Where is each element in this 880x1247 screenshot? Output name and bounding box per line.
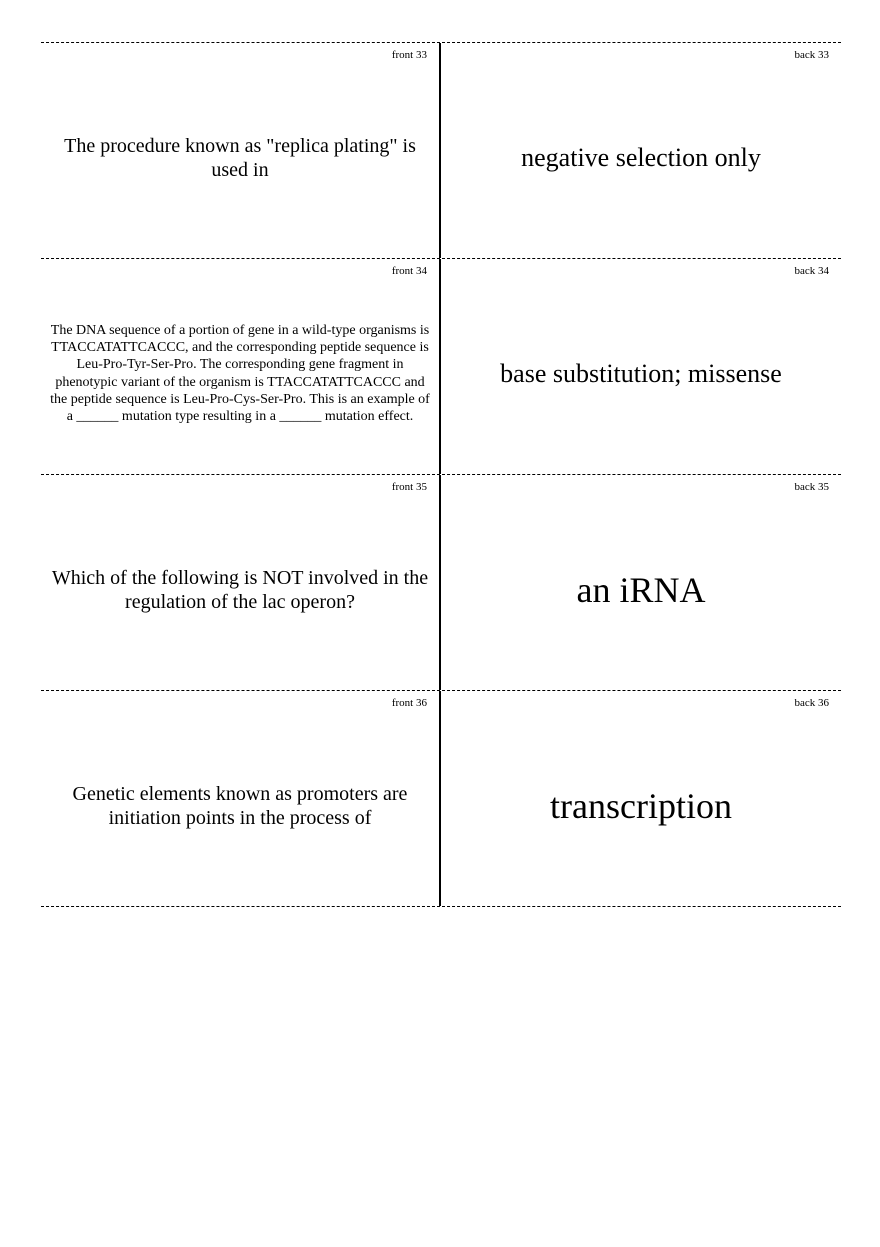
card-front (41, 475, 441, 690)
card-back (441, 43, 841, 258)
front-content (41, 65, 439, 250)
back-label: back 35 (794, 481, 829, 493)
back-content (441, 497, 841, 682)
question-text: The procedure known as "replica plating" is used in (64, 134, 416, 181)
back-content (441, 713, 841, 898)
back-label: back 34 (794, 265, 829, 277)
answer-text: base substitution; missense (500, 358, 782, 388)
front-label: front 33 (391, 49, 427, 61)
back-label: back 36 (794, 697, 829, 709)
card-front (41, 259, 441, 474)
card-front (41, 43, 441, 258)
question-text: Genetic elements known as promoters are initiation points in the process of (72, 782, 408, 829)
card-front (41, 691, 441, 906)
front-label: front 35 (391, 481, 427, 493)
flashcard-row (41, 474, 841, 690)
answer-text: transcription (550, 785, 732, 826)
back-content (441, 65, 841, 250)
question-text: Which of the following is NOT involved in the regulation of the lac operon? (51, 566, 429, 613)
front-content (41, 281, 439, 466)
answer-text: an iRNA (576, 569, 706, 610)
card-back (441, 259, 841, 474)
question-text: The DNA sequence of a portion of gene in a wild-type organisms is TTACCATATTCACCC, and the corresponding peptide sequence is Leu-Pro-Tyr-Ser-Pro. The corresponding gene fragment in phenotypic variant of the organism is TTACCATATTCACCC and the peptide sequence is Leu-Pro-Cys-Ser-Pro. This is an example of a ______ mutation type resulting in a ______ mutation effect. (50, 322, 430, 425)
card-back (441, 691, 841, 906)
flashcard-row (41, 690, 841, 907)
flashcard-row (41, 258, 841, 474)
flashcard-sheet (41, 42, 841, 907)
answer-text: negative selection only (521, 142, 761, 172)
flashcard-row (41, 42, 841, 258)
front-content (41, 497, 439, 682)
card-back (441, 475, 841, 690)
back-label: back 33 (794, 49, 829, 61)
front-content (41, 713, 439, 898)
back-content (441, 281, 841, 466)
front-label: front 34 (391, 265, 427, 277)
front-label: front 36 (391, 697, 427, 709)
